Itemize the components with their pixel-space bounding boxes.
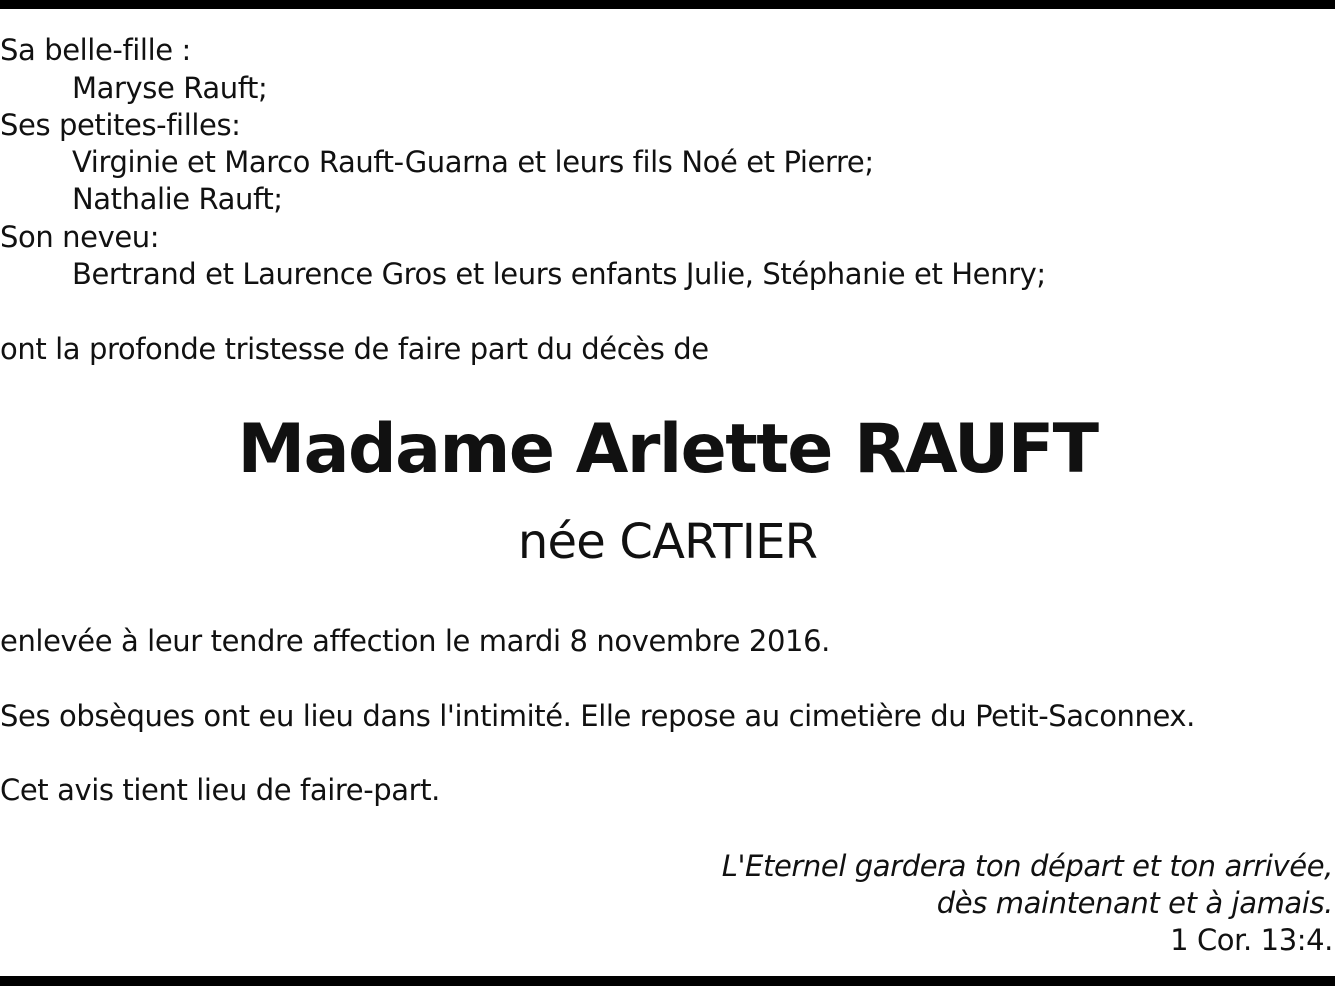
family-role-daughter-in-law: Sa belle-fille : [0, 33, 191, 67]
death-date-text: enlevée à leur tendre affection le mardi 8 novembre 2016. [0, 624, 830, 658]
notice-text: Cet avis tient lieu de faire-part. [0, 773, 440, 807]
deceased-maiden-name: née CARTIER [517, 514, 818, 570]
top-border [0, 0, 1335, 9]
verse-line: L'Eternel gardera ton départ et ton arrivée, [721, 849, 1333, 883]
family-role-granddaughters: Ses petites-filles: [0, 108, 241, 142]
funeral-text: Ses obsèques ont eu lieu dans l'intimité. Elle repose au cimetière du Petit-Saconnex. [0, 699, 1196, 733]
bottom-border [0, 976, 1335, 986]
family-member: Nathalie Rauft; [72, 182, 283, 216]
verse-reference: 1 Cor. 13:4. [1170, 923, 1333, 957]
family-role-nephew: Son neveu: [0, 220, 160, 254]
family-member: Bertrand et Laurence Gros et leurs enfants Julie, Stéphanie et Henry; [72, 257, 1046, 291]
verse-line: dès maintenant et à jamais. [936, 886, 1333, 920]
announcement-text: ont la profonde tristesse de faire part du décès de [0, 332, 709, 366]
deceased-name: Madame Arlette RAUFT [237, 410, 1098, 489]
family-member: Maryse Rauft; [72, 71, 268, 105]
family-member: Virginie et Marco Rauft-Guarna et leurs fils Noé et Pierre; [72, 145, 874, 179]
